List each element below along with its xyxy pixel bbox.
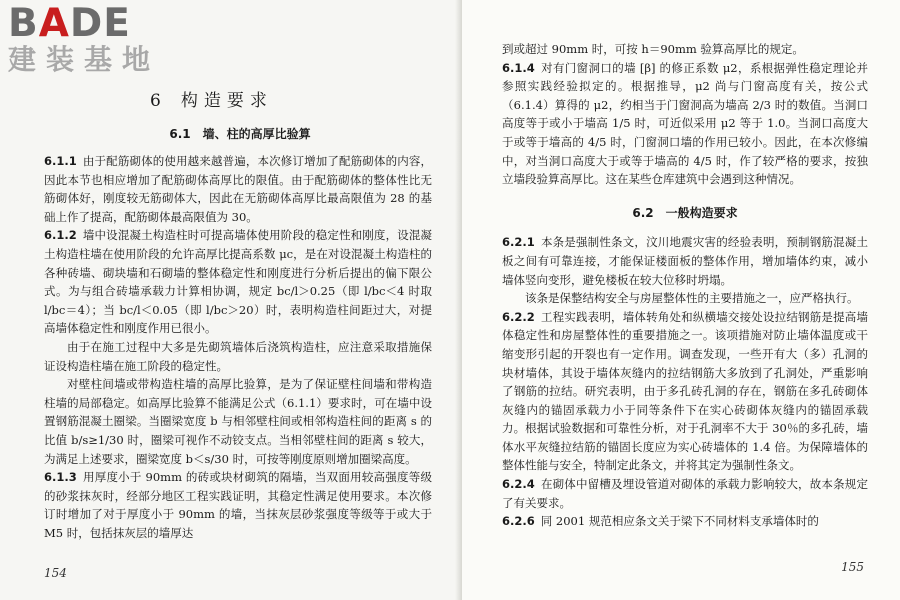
paragraph-text: 由于配筋砌体的使用越来越普遍，本次修订增加了配筋砌体的内容，因此本节也相应增加了配筋砌体高厚比的限值。由于配筋砌体的整体性比无筋砌体好，刚度较无筋砌体大，因此在无筋砌体高厚比最高限值为 28 的基础上作了提高，配筋砌体最高限值为 30。 [44, 154, 432, 224]
paragraph-text: 由于在施工过程中大多是先砌筑墙体后浇筑构造柱，应注意采取措施保证设构造柱墙在施工阶段的稳定性。 [44, 339, 432, 373]
brand-logo [8, 1, 161, 76]
right-body-text [502, 40, 868, 531]
paragraph-text: 用厚度小于 90mm 的砖或块材砌筑的隔墙，当双面用较高强度等级的砂浆抹灰时，经部分地区工程实践证明，其稳定性满足使用要求。本次修订时增加了对于厚度小于 90mm 的墙，当抹灰层砂浆强度等级等于或大于 M5 时，包括抹灰层的墙厚达 [44, 470, 432, 540]
logo-mark [8, 1, 160, 46]
paragraph-6-2-2 [502, 308, 868, 475]
paragraph-text: 该条是保整结构安全与房屋整体性的主要措施之一，应严格执行。 [525, 291, 859, 306]
paragraph-pilaster-check [44, 375, 432, 468]
clause-number: 6.1.3 [44, 470, 77, 485]
section-title-6-1: 6.1 墙、柱的高厚比验算 [169, 127, 311, 141]
paragraph-text: 本条是强制性条文，汶川地震灾害的经验表明，预制钢筋混凝土板之间有可靠连接，才能保证楼面板的整体作用，增加墙体约束，减小墙体竖向变形，避免楼板在较大位移时坍塌。 [502, 235, 868, 287]
paragraph-6-1-4 [502, 59, 868, 189]
paragraph-safety-measure [502, 289, 868, 308]
clause-number: 6.2.2 [502, 309, 535, 324]
right-page [462, 0, 900, 600]
page-number-right: 155 [841, 560, 864, 574]
clause-number: 6.2.6 [502, 514, 535, 529]
paragraph-text: 对壁柱间墙或带构造柱墙的高厚比验算，是为了保证壁柱间墙和带构造柱墙的局部稳定。如高厚比验算不能满足公式（6.1.1）要求时，可在墙中设置钢筋混凝土圈梁。当圈梁宽度 b 与相邻壁柱间或相邻构造柱间的距离 s 的比值 b/s≥1/30 时，圈梁可视作不动铰支点。当相邻壁柱间的距离 s 较大，为满足上述要求，圈梁宽度 b＜s/30 时，可按等刚度原则增加圈梁高度。 [44, 377, 432, 466]
chapter-heading [150, 86, 273, 111]
page-number-left: 154 [44, 566, 67, 580]
paragraph-6-2-4 [502, 475, 868, 512]
paragraph-text: 在砌体中留槽及埋设管道对砌体的承载力影响较大，故本条规定了有关要求。 [502, 477, 868, 510]
paragraph-6-2-1 [502, 233, 868, 289]
paragraph-text: 对有门窗洞口的墙 [β] 的修正系数 μ2，系根据弹性稳定理论并参照实践经验拟定的。根据推导，μ2 尚与门窗高度有关，按公式（6.1.4）算得的 μ2，约相当于门窗洞高为墙高 2/3 时的数值。当洞口高度等于或小于墙高 1/5 时，可近似采用 μ2 等于 1.0。当洞口高度大于或等于墙高的 4/5 时，门窗洞口墙的作用已较小。因此，在本次修编中，对当洞口高度大于或等于墙高的 4/5 时，作了较严格的要求，按独立墙段验算高厚比。这在某些仓库建筑中会遇到这种情况。 [502, 60, 868, 187]
paragraph-text: 墙中设混凝土构造柱时可提高墙体使用阶段的稳定性和刚度，设混凝土构造柱墙在使用阶段的允许高厚比提高系数 μc，是在对设混凝土构造柱的各种砖墙、砌块墙和石砌墙的整体稳定性和刚度进行分析后提出的偏下限公式。为与组合砖墙承载力计算相协调，规定 bc/l＞0.25（即 l/bc＜4 时取 l/bc＝4）；当 bc/l＜0.05（即 l/bc＞20）时，表明构造柱间距过大，对提高墙体稳定性和刚度作用已很小。 [44, 228, 432, 336]
paragraph-6-1-2 [44, 226, 432, 338]
clause-number: 6.1.1 [44, 154, 77, 168]
clause-number: 6.2.1 [502, 235, 535, 250]
clause-number: 6.1.4 [502, 60, 535, 75]
logo-subtitle: 建装基地 [8, 43, 161, 76]
paragraph-6-2-6 [502, 512, 868, 531]
logo-brand: BADE [8, 1, 131, 46]
clause-number: 6.1.2 [44, 228, 77, 243]
chapter-number: 6 [150, 91, 167, 111]
clause-number: 6.2.4 [502, 477, 535, 492]
left-body-text [44, 152, 432, 542]
section-title-6-2: 6.2 一般构造要求 [632, 205, 738, 220]
paragraph-text: 同 2001 规范相应条文关于梁下不同材料支承墙体时的 [540, 514, 819, 529]
paragraph-continuation [502, 40, 868, 59]
paragraph-text: 工程实践表明，墙体转角处和纵横墙交接处设拉结钢筋是提高墙体稳定性和房屋整体性的重要措施之一。该项措施对防止墙体温度或干缩变形引起的开裂也有一定作用。调查发现，一些开有大（多）孔洞的块材墙体，其设于墙体灰缝内的拉结钢筋大多放到了孔洞处，严重影响了钢筋的拉结。研究表明，由于多孔砖孔洞的存在，钢筋在多孔砖砌体灰缝内的锚固承载力小于同等条件下在实心砖砌体灰缝内的锚固承载力。根据试验数据和可靠性分析，对于孔洞率不大于 30％的多孔砖，墙体水平灰缝拉结筋的锚固长度应为实心砖墙体的 1.4 倍。为保障墙体的整体性能与安全，特制定此条文，并将其定为强制性条文。 [502, 309, 868, 473]
paragraph-text: 到或超过 90mm 时，可按 h＝90mm 验算高厚比的规定。 [502, 42, 804, 56]
paragraph-6-1-1 [44, 152, 432, 226]
paragraph-6-1-3 [44, 468, 432, 542]
chapter-title: 构造要求 [180, 91, 273, 111]
paragraph-construction-stability [44, 338, 432, 375]
